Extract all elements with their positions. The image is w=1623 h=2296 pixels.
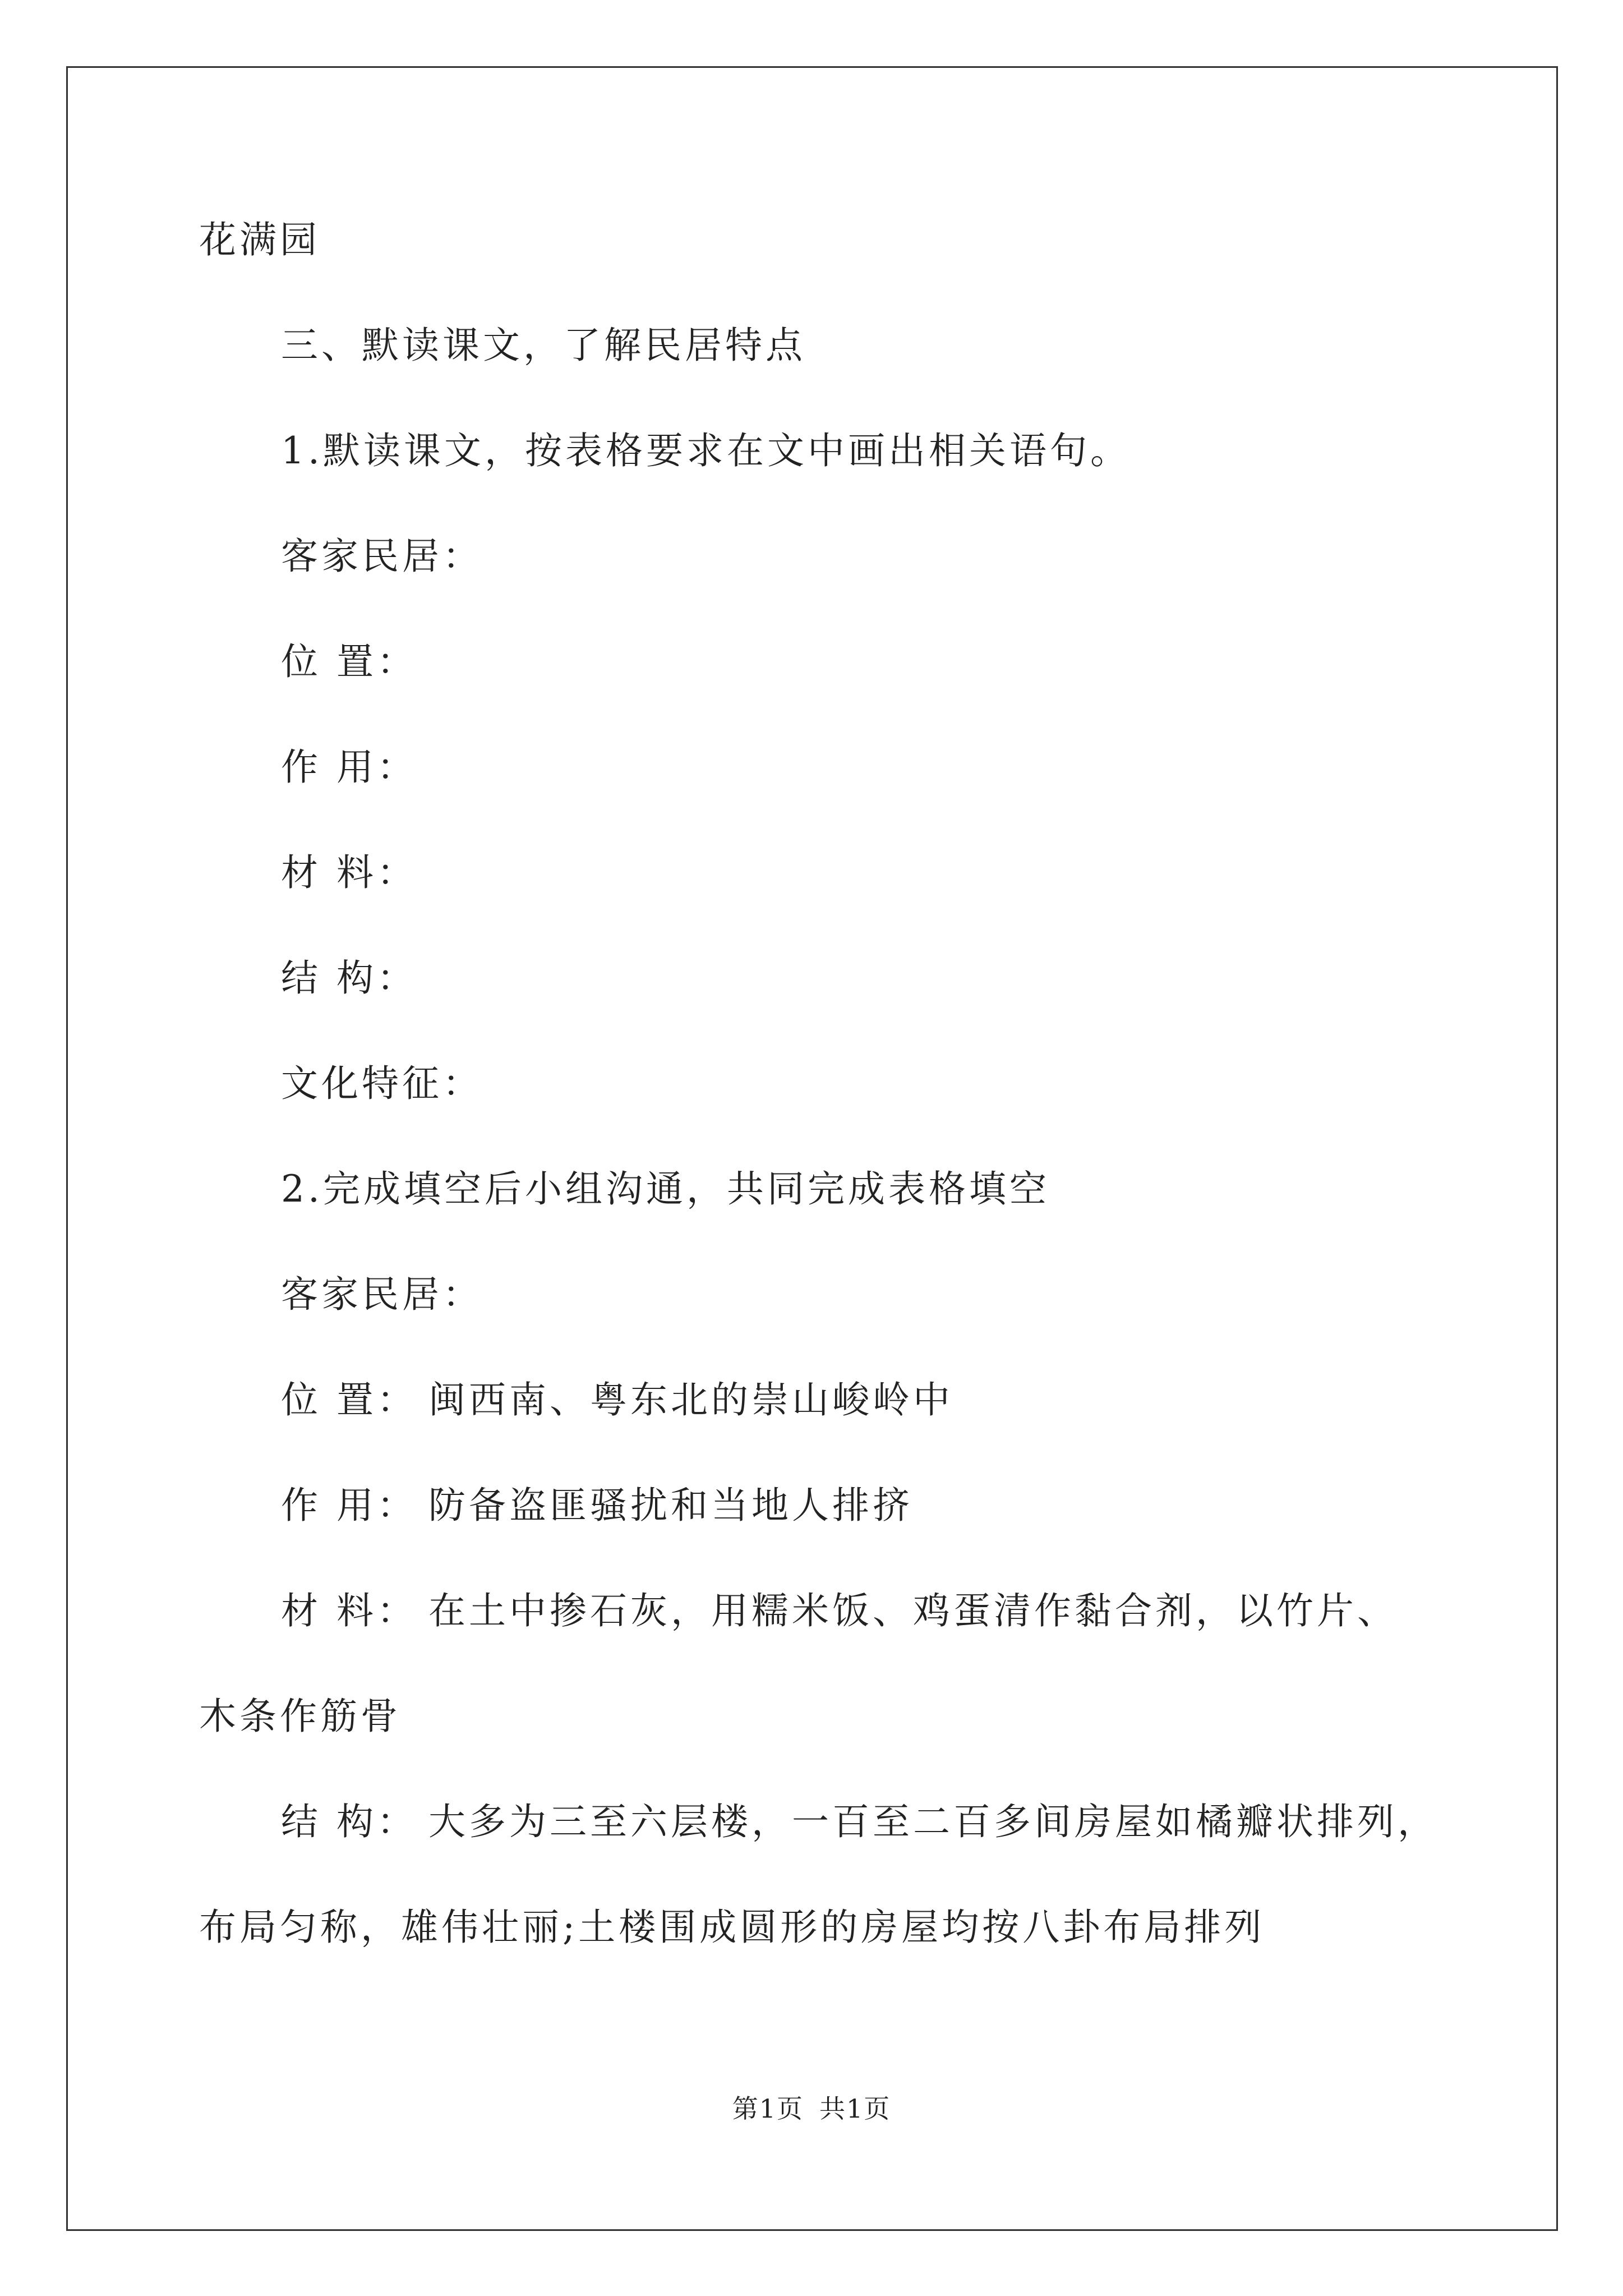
structure-label-empty: 结 构：: [281, 956, 417, 1000]
culture-label-empty: 文化特征：: [281, 1062, 483, 1105]
location-label: 位 置：: [281, 1378, 417, 1421]
material-value: 在土中掺石灰，用糯米饭、鸡蛋清作黏合剂，以竹片、: [428, 1589, 1398, 1632]
material-label: 材 料：: [281, 1589, 417, 1632]
location-value: 闽西南、粤东北的崇山峻岭中: [428, 1378, 953, 1421]
function-label: 作 用：: [281, 1484, 417, 1527]
instruction-1: 1.默读课文，按表格要求在文中画出相关语句。: [281, 429, 1131, 472]
material-label-empty: 材 料：: [281, 851, 417, 894]
instruction-2: 2.完成填空后小组沟通，共同完成表格填空: [281, 1167, 1050, 1211]
hakka-heading-1: 客家民居：: [281, 535, 483, 578]
hakka-heading-2: 客家民居：: [281, 1273, 483, 1316]
page-number: 第1页: [732, 2093, 804, 2124]
section-heading: 三、默读课文，了解民居特点: [281, 324, 806, 367]
function-label-empty: 作 用：: [281, 746, 417, 789]
structure-label: 结 构：: [281, 1800, 417, 1843]
document-body: [199, 218, 1483, 2014]
location-label-empty: 位 置：: [281, 640, 417, 683]
material-row: [199, 1589, 1483, 1632]
page-footer: [0, 2093, 1623, 2124]
function-row: [199, 1484, 1483, 1527]
location-row: [199, 1378, 1483, 1421]
material-continuation: 木条作筋骨: [199, 1695, 401, 1738]
text-line-title: 花满园: [199, 218, 320, 261]
structure-value: 大多为三至六层楼，一百至二百多间房屋如橘瓣状排列，: [428, 1800, 1438, 1843]
page-total: 共1页: [819, 2093, 891, 2124]
structure-continuation: 布局匀称，雄伟壮丽;土楼围成圆形的房屋均按八卦布局排列: [199, 1906, 1265, 1949]
structure-row: [199, 1800, 1483, 1843]
function-value: 防备盗匪骚扰和当地人排挤: [428, 1484, 913, 1527]
